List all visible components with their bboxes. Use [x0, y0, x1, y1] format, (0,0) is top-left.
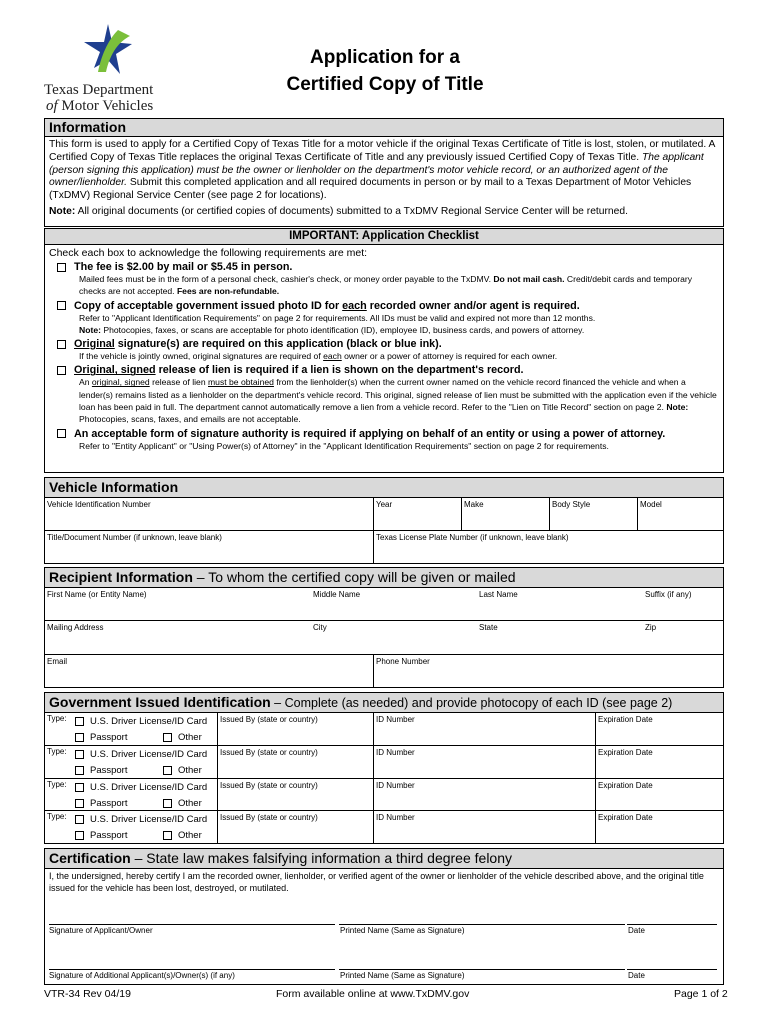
txdmv-logo: [44, 22, 174, 118]
date-line[interactable]: [627, 924, 717, 925]
gov-id-grid: [44, 713, 724, 844]
photo-id-checkbox[interactable]: [57, 301, 66, 310]
certification-box: I, the undersigned, hereby certify I am the recorded owner, lienholder, or verified agent of the owner or lienholder of the vehicle described above, and the original title issued for the vehicle has been lost, destroyed, or mutilated. Signature of Applicant/Owner Printed Name (Same as Signature) Date Signature of Additional Applicant(s)/Owner(s) (if any) Printed Name (Same as Signature) Date: [44, 869, 724, 985]
checklist-item-fee: The fee is $2.00 by mail or $5.45 in person. Mailed fees must be in the form of a personal check, cashier's check, or money order payable to the TxDMV. Do not mail cash. Credit/debit cards and temporary checks are not accepted. Fees are non-refundable.: [49, 261, 719, 298]
other-option[interactable]: Other: [163, 798, 202, 809]
passport-option[interactable]: Passport: [75, 830, 128, 841]
license-option[interactable]: U.S. Driver License/ID Card: [75, 814, 207, 825]
checklist-item-lien-release: Original, signed release of lien is required if a lien is shown on the department's record. An original, signed release of lien must be obtained from the lienholder(s) when the current owner named on the vehicle record financed the vehicle and when a lender(s) remains listed as a lienholder on the department's vehicle record. This original, signed release of lien must be submitted with the application even if the vehicle loan has been paid in full. The department cannot automatically remove a lien from a vehicle record. Refer to the "Lien on Title Record" section on page 2. Note: Photocopies, scans, faxes, and emails are not acceptable.: [49, 364, 719, 425]
make-field[interactable]: Make: [461, 498, 549, 530]
id-number-field[interactable]: ID Number: [373, 746, 595, 778]
recipient-grid: [44, 588, 724, 688]
additional-signature-line[interactable]: [49, 969, 335, 970]
issued-by-field[interactable]: Issued By (state or country): [217, 713, 373, 745]
passport-option[interactable]: Passport: [75, 732, 128, 743]
vehicle-grid: [44, 498, 724, 564]
id-number-field[interactable]: ID Number: [373, 811, 595, 843]
vehicle-heading: Vehicle Information: [44, 477, 724, 498]
logo-line1: Texas Department: [44, 82, 154, 98]
id-row: [45, 746, 723, 779]
additional-date-line[interactable]: [627, 969, 717, 970]
expiration-field[interactable]: Expiration Date: [595, 779, 723, 810]
applicant-signature-line[interactable]: [49, 924, 335, 925]
phone-field[interactable]: Phone Number: [373, 655, 723, 687]
page-number: Page 1 of 2: [674, 988, 728, 1000]
information-box: [44, 137, 724, 227]
online-note: Form available online at www.TxDMV.gov: [276, 988, 470, 1000]
other-option[interactable]: Other: [163, 765, 202, 776]
other-option[interactable]: Other: [163, 732, 202, 743]
star-logo-icon: [80, 22, 140, 82]
title-number-field[interactable]: Title/Document Number (if unknown, leave blank): [47, 533, 222, 542]
information-text: This form is used to apply for a Certified Copy of Texas Title for a motor vehicle if the original Texas Certificate of Title is lost, stolen, or mutilated. A Certified Copy of Texas Title replaces the original Texas Certificate of Title and any previously issued Certified Copy of Texas Title. The applicant (person signing this application) must be the owner or lienholder on the department's motor vehicle record, or an authorized agent of the owner/lienholder. Submit this completed application and all required documents in person or by mail to a Texas Department of Motor Vehicles (TxDMV) Regional Service Center (see page 2 for locations). Note: All original documents (or certified copies of documents) submitted to a TxDMV Regional Service Center will be returned.: [49, 139, 715, 217]
id-type-cell: Type: U.S. Driver License/ID Card Passport Other: [47, 780, 208, 809]
id-row: [45, 779, 723, 811]
checklist-item-signature-authority: An acceptable form of signature authority is required if applying on behalf of an entity or using a power of attorney. Refer to "Entity Applicant" or "Using Power(s) of Attorney" in the "Applicant Identification Requirements" section on page 2 for requirements.: [49, 428, 719, 452]
year-field[interactable]: Year: [373, 498, 461, 530]
plate-number-field[interactable]: Texas License Plate Number (if unknown, leave blank): [373, 531, 723, 563]
signatures-checkbox[interactable]: [57, 340, 66, 349]
id-number-field[interactable]: ID Number: [373, 779, 595, 810]
checklist-item-photo-id: Copy of acceptable government issued photo ID for each recorded owner and/or agent is required. Refer to "Applicant Identification Requirements" on page 2 for requirements. All IDs must be valid and expired not more than 12 months. Note: Photocopies, faxes, or scans are acceptable for photo identification (ID), employee ID, business cards, and powers of attorney.: [49, 300, 719, 337]
page-title: Application for a Certified Copy of Title: [286, 47, 484, 95]
expiration-field[interactable]: Expiration Date: [595, 811, 723, 843]
fee-checkbox[interactable]: [57, 263, 66, 272]
license-option[interactable]: U.S. Driver License/ID Card: [75, 782, 207, 793]
name-row[interactable]: First Name (or Entity Name) Middle Name Last Name Suffix (if any): [47, 590, 692, 599]
id-type-cell: Type: U.S. Driver License/ID Card Passport Other: [47, 747, 208, 776]
id-type-cell: Type: U.S. Driver License/ID Card Passport Other: [47, 714, 208, 743]
expiration-field[interactable]: Expiration Date: [595, 746, 723, 778]
issued-by-field[interactable]: Issued By (state or country): [217, 811, 373, 843]
recipient-heading: Recipient Information – To whom the certified copy will be given or mailed: [44, 567, 724, 588]
checklist-intro: Check each box to acknowledge the following requirements are met:: [49, 247, 368, 259]
checklist-heading: IMPORTANT: Application Checklist: [44, 228, 724, 245]
vin-field[interactable]: Vehicle Identification Number: [47, 500, 151, 509]
signature-authority-checkbox[interactable]: [57, 429, 66, 438]
certification-text: I, the undersigned, hereby certify I am the recorded owner, lienholder, or verified agent of the owner or lienholder of the vehicle described above, and the original title issued for the vehicle has been lost, destroyed, or mutilated.: [49, 871, 704, 893]
id-row: [45, 713, 723, 746]
id-type-cell: Type: U.S. Driver License/ID Card Passport Other: [47, 812, 208, 841]
license-option[interactable]: U.S. Driver License/ID Card: [75, 749, 207, 760]
printed-name-line[interactable]: [339, 924, 625, 925]
information-heading: Information: [44, 118, 724, 137]
model-field[interactable]: Model: [637, 498, 723, 530]
logo-line2: of Motor Vehicles: [46, 98, 154, 114]
id-row: [45, 811, 723, 844]
license-option[interactable]: U.S. Driver License/ID Card: [75, 716, 207, 727]
expiration-field[interactable]: Expiration Date: [595, 713, 723, 745]
gov-id-heading: Government Issued Identification – Complete (as needed) and provide photocopy of each ID (see page 2): [44, 692, 724, 713]
address-row[interactable]: Mailing Address City State Zip: [47, 623, 657, 632]
form-id: VTR-34 Rev 04/19: [44, 988, 131, 1000]
passport-option[interactable]: Passport: [75, 798, 128, 809]
passport-option[interactable]: Passport: [75, 765, 128, 776]
checklist-item-signatures: Original signature(s) are required on this application (black or blue ink). If the vehicle is jointly owned, original signatures are required of each owner or a power of attorney is required for each owner.: [49, 338, 719, 362]
other-option[interactable]: Other: [163, 830, 202, 841]
email-field[interactable]: Email: [47, 657, 68, 666]
body-style-field[interactable]: Body Style: [549, 498, 637, 530]
certification-heading: Certification – State law makes falsifying information a third degree felony: [44, 848, 724, 869]
issued-by-field[interactable]: Issued By (state or country): [217, 746, 373, 778]
id-number-field[interactable]: ID Number: [373, 713, 595, 745]
issued-by-field[interactable]: Issued By (state or country): [217, 779, 373, 810]
additional-printed-name-line[interactable]: [339, 969, 625, 970]
application-checklist: [44, 245, 724, 473]
lien-release-checkbox[interactable]: [57, 366, 66, 375]
